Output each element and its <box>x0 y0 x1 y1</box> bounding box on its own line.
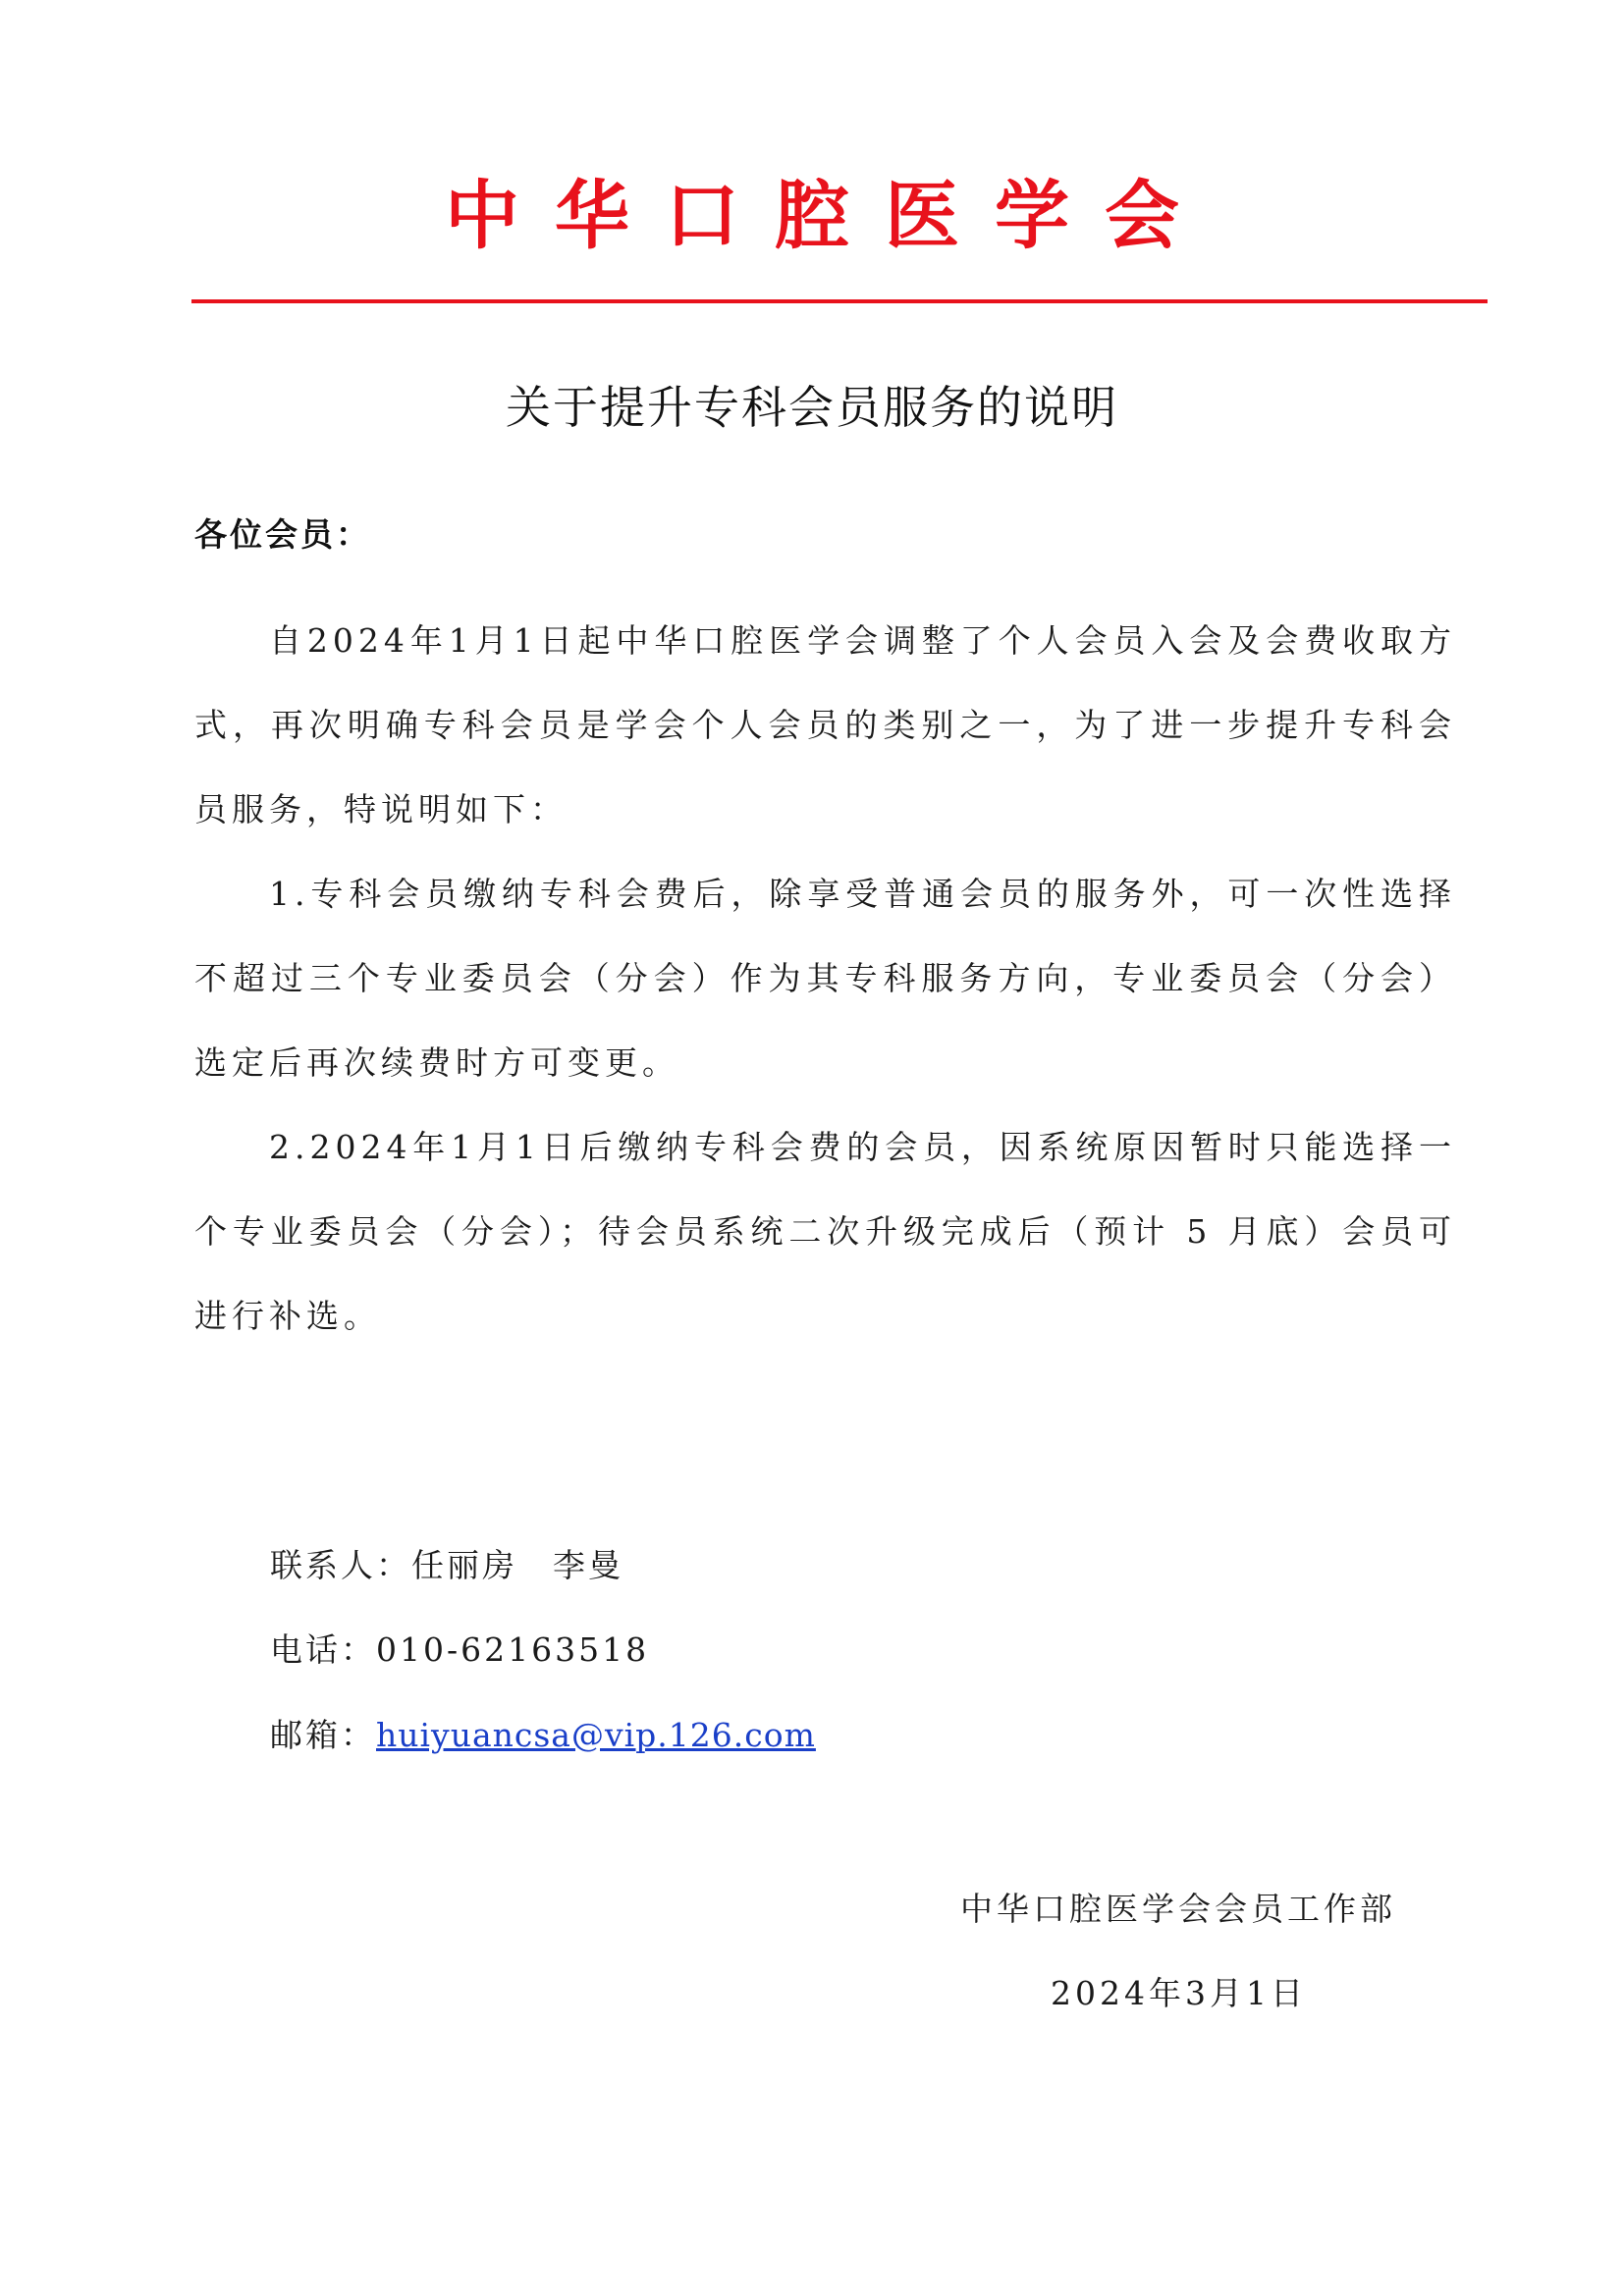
contact-person-line <box>270 1543 623 1588</box>
contact-phone-line <box>270 1628 649 1673</box>
salutation: 各位会员： <box>194 515 371 554</box>
signature-department: 中华口腔医学会会员工作部 <box>960 1890 1396 1928</box>
contact-phone-label: 电话： <box>270 1630 376 1669</box>
signature-date: 2024年3月1日 <box>1051 1974 1307 2012</box>
paragraph-item-1: 1.专科会员缴纳专科会费后，除享受普通会员的服务外，可一次性选择不超过三个专业委员会（分会）作为其专科服务方向，专业委员会（分会）选定后再次续费时方可变更。 <box>194 875 1456 1082</box>
document-title: 关于提升专科会员服务的说明 <box>506 381 1118 434</box>
contact-phone-value: 010-62163518 <box>376 1630 650 1669</box>
paragraph-intro: 自2024年1月1日起中华口腔医学会调整了个人会员入会及会费收取方式，再次明确专科会员是学会个人会员的类别之一，为了进一步提升专科会员服务，特说明如下： <box>194 621 1456 828</box>
contact-email-line <box>270 1713 816 1758</box>
header-divider <box>191 299 1488 303</box>
contact-person-label: 联系人： <box>270 1546 411 1584</box>
contact-person-value: 任丽房 李曼 <box>411 1546 623 1584</box>
contact-email-label: 邮箱： <box>270 1716 376 1754</box>
organization-masthead: 中华口腔医学会 <box>445 172 1215 259</box>
paragraph-item-2: 2.2024年1月1日后缴纳专科会费的会员，因系统原因暂时只能选择一个专业委员会（分会）；待会员系统二次升级完成后（预计 5 月底）会员可进行补选。 <box>194 1128 1456 1335</box>
contact-email-link[interactable]: huiyuancsa@vip.126.com <box>376 1716 816 1754</box>
